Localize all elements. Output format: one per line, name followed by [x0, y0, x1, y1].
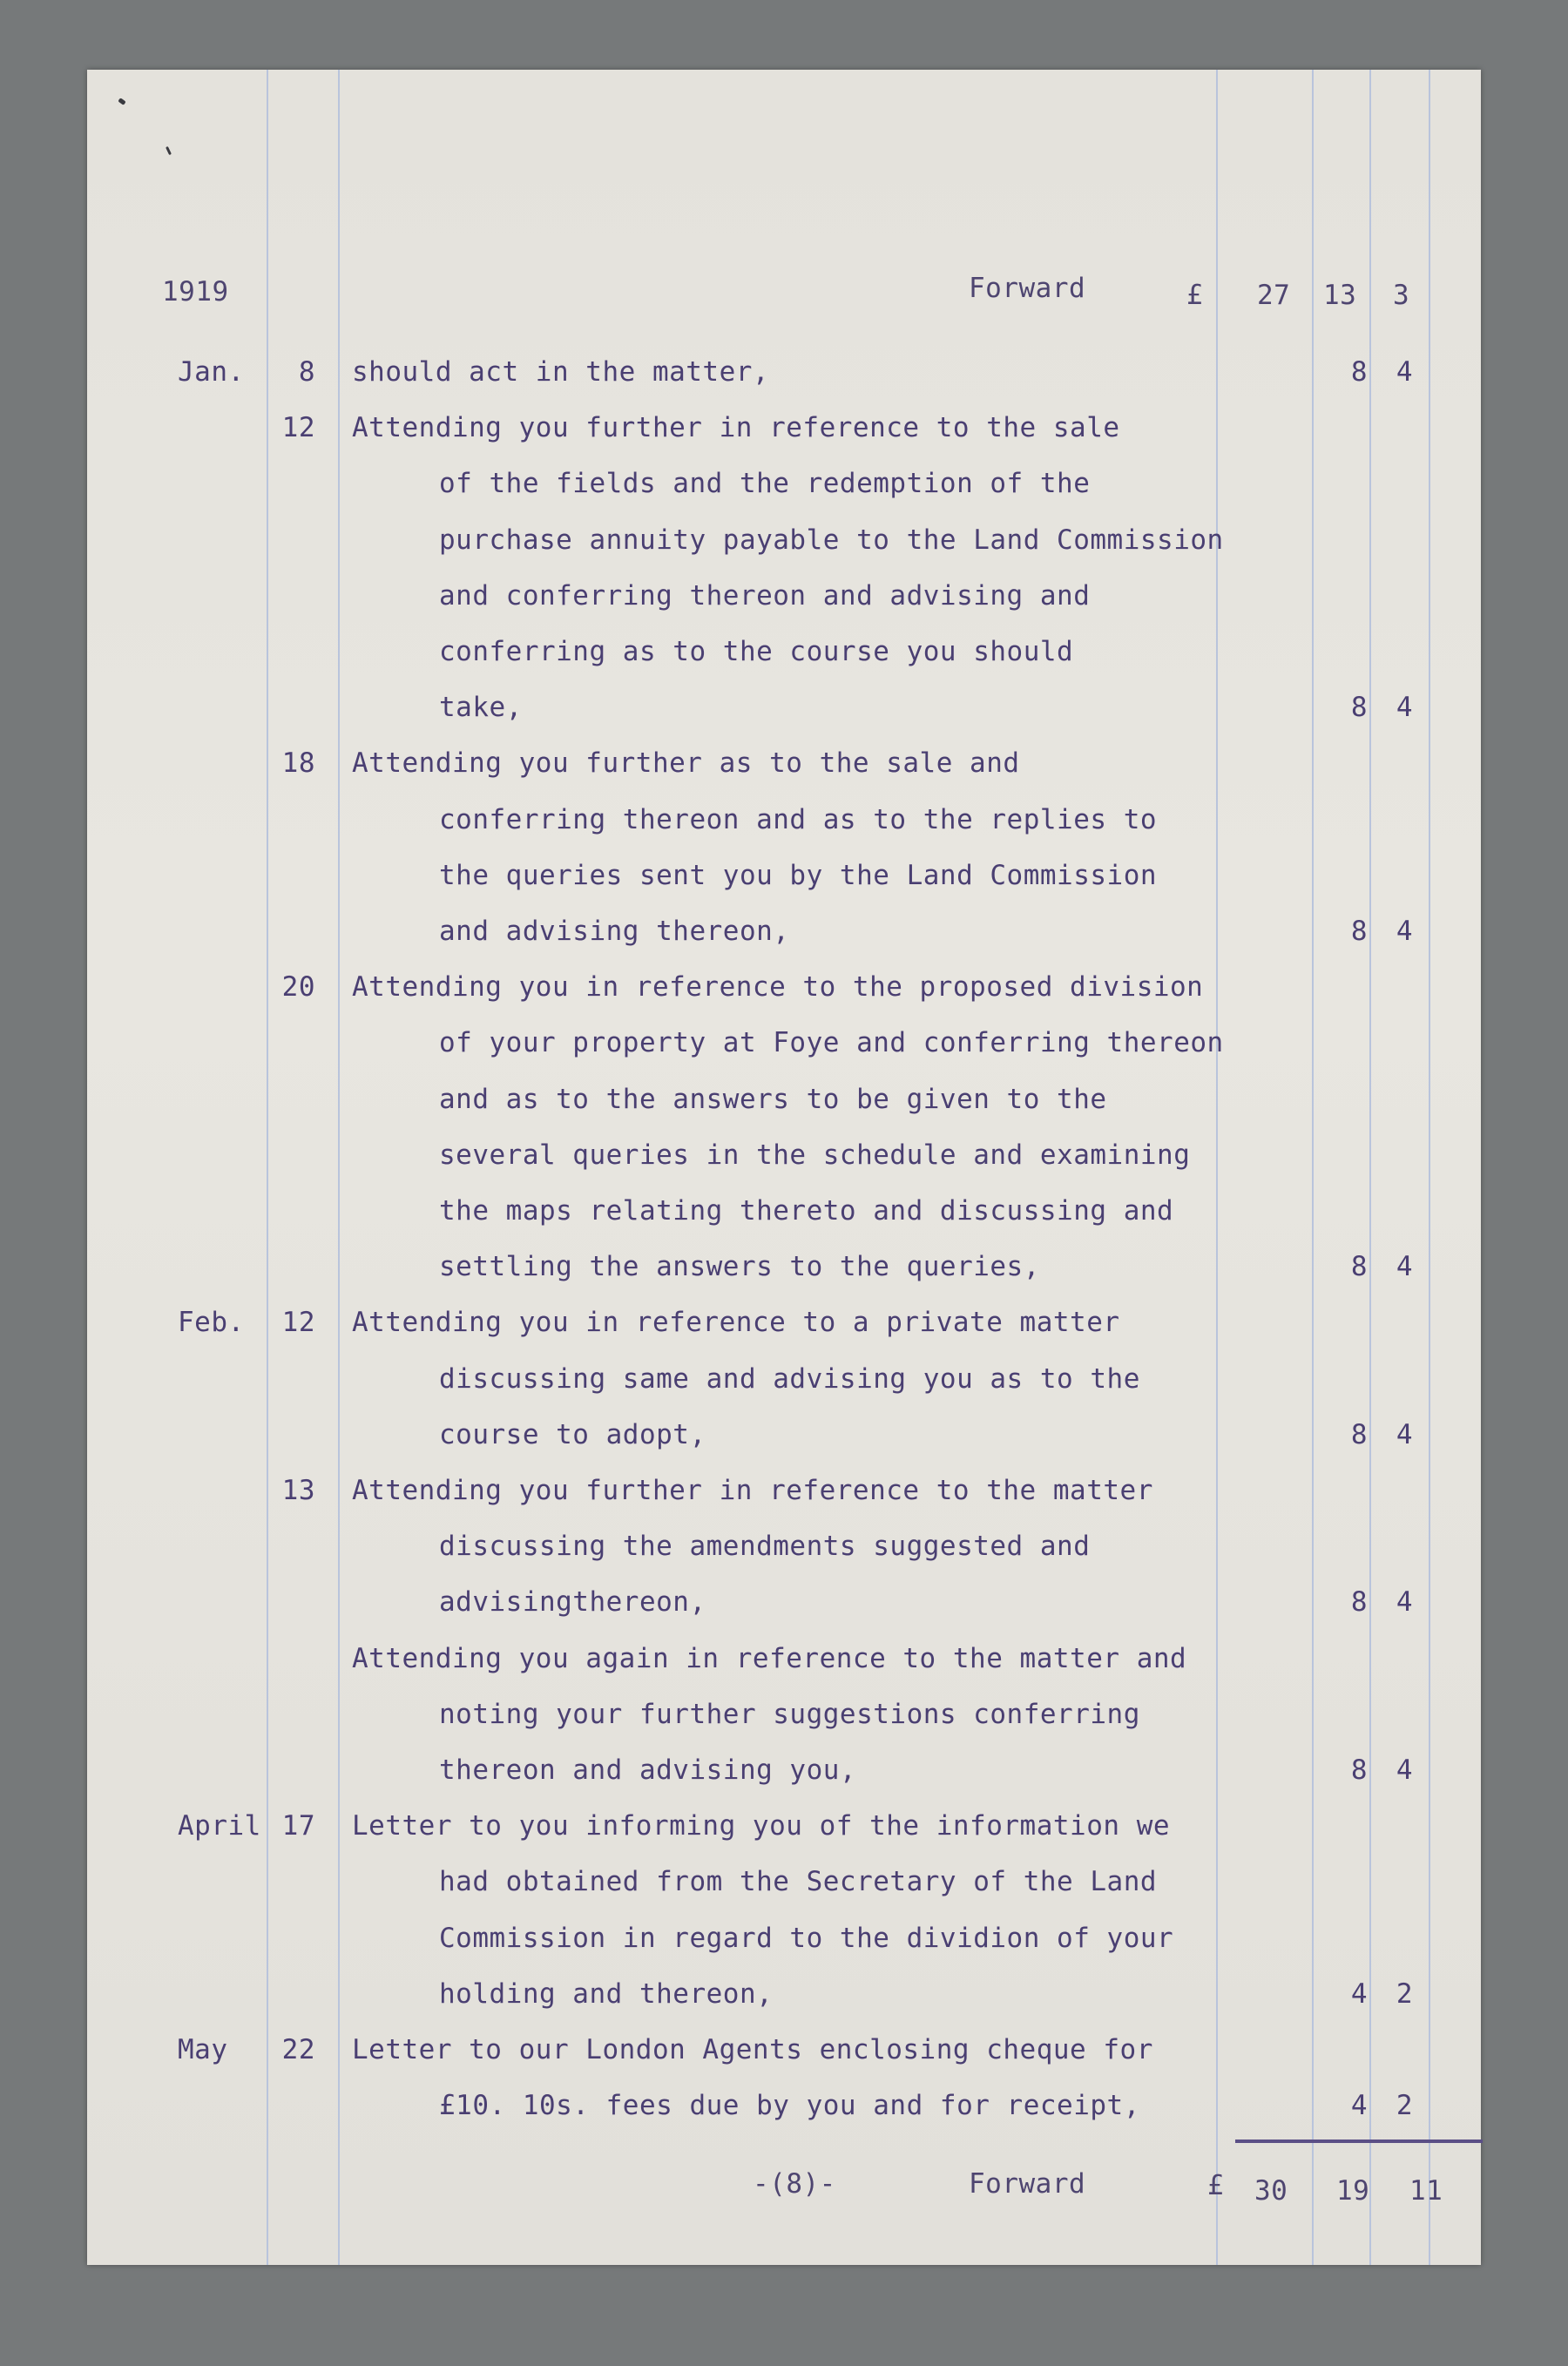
margin-rule-pence — [1429, 70, 1430, 2265]
entry-text-continued: several queries in the schedule and examining — [439, 1139, 1191, 1171]
entry-text-continued: the maps relating thereto and discussing and — [439, 1195, 1174, 1227]
entry-text-continued: conferring thereon and as to the replies to — [439, 804, 1158, 835]
entry-text-continued: thereon and advising you, — [439, 1754, 857, 1786]
entry-text-continued: and as to the answers to be given to the — [439, 1084, 1107, 1115]
entry-text-continued: and conferring thereon and advising and — [439, 580, 1091, 612]
entry-day: 8 — [298, 356, 315, 388]
entry-month: Feb. — [178, 1307, 245, 1338]
entry-shillings: 8 — [1350, 1251, 1368, 1282]
entry-day: 20 — [281, 971, 315, 1003]
entry-shillings: 8 — [1350, 916, 1368, 947]
entry-text: Attending you again in reference to the matter and — [352, 1643, 1187, 1674]
entry-text: Attending you further as to the sale and — [352, 747, 1020, 779]
entry-shillings: 8 — [1350, 1586, 1368, 1618]
page-number: -(8)- — [753, 2168, 836, 2200]
entry-month: April — [178, 1810, 261, 1842]
entry-shillings: 4 — [1350, 2090, 1368, 2121]
entry-pence: 4 — [1396, 356, 1413, 388]
forward-shillings-top: 13 — [1323, 280, 1357, 311]
entry-shillings: 8 — [1350, 692, 1368, 723]
entry-pence: 4 — [1396, 1754, 1413, 1786]
ledger-page — [87, 70, 1481, 2265]
entry-pence: 4 — [1396, 1251, 1413, 1282]
forward-shillings-bottom: 19 — [1336, 2175, 1370, 2207]
entry-text: Attending you in reference to a private matter — [352, 1307, 1120, 1338]
entry-text-continued: of your property at Foye and conferring thereon — [439, 1027, 1224, 1058]
entry-text: should act in the matter, — [352, 356, 770, 388]
entry-pence: 4 — [1396, 1586, 1413, 1618]
ink-mark — [166, 146, 172, 155]
entry-day: 13 — [281, 1475, 315, 1506]
entry-text-continued: take, — [439, 692, 523, 723]
entry-day: 17 — [281, 1810, 315, 1842]
entry-shillings: 8 — [1350, 1419, 1368, 1450]
currency-symbol-bottom: £ — [1207, 2170, 1225, 2201]
entry-text-continued: the queries sent you by the Land Commission — [439, 860, 1158, 891]
margin-rule-day — [338, 70, 340, 2265]
margin-rule-shillings — [1369, 70, 1371, 2265]
forward-pence-bottom: 11 — [1409, 2175, 1443, 2207]
entry-month: May — [178, 2034, 228, 2065]
entry-text-continued: settling the answers to the queries, — [439, 1251, 1040, 1282]
entry-pence: 4 — [1396, 916, 1413, 947]
margin-rule-date — [267, 70, 268, 2265]
entry-month: Jan. — [178, 356, 245, 388]
entry-text-continued: £10. 10s. fees due by you and for receipt, — [439, 2090, 1140, 2121]
forward-label-bottom: Forward — [969, 2168, 1086, 2200]
forward-pence-top: 3 — [1393, 280, 1410, 311]
entry-text: Letter to our London Agents enclosing cheque for — [352, 2034, 1153, 2065]
entry-day: 22 — [281, 2034, 315, 2065]
entry-text-continued: course to adopt, — [439, 1419, 706, 1450]
entry-text-continued: discussing the amendments suggested and — [439, 1531, 1091, 1562]
entry-text-continued: and advising thereon, — [439, 916, 790, 947]
forward-pounds-bottom: 30 — [1254, 2175, 1288, 2207]
entry-shillings: 4 — [1350, 1978, 1368, 2010]
ink-mark — [118, 98, 125, 105]
entry-text: Attending you further in reference to the matter — [352, 1475, 1153, 1506]
total-underline — [1235, 2140, 1483, 2143]
entry-text-continued: purchase annuity payable to the Land Commission — [439, 524, 1224, 556]
forward-pounds-top: 27 — [1257, 280, 1291, 311]
entry-shillings: 8 — [1350, 356, 1368, 388]
entry-text-continued: holding and thereon, — [439, 1978, 774, 2010]
entry-text-continued: Commission in regard to the dividion of your — [439, 1923, 1174, 1954]
entry-text: Attending you in reference to the proposed division — [352, 971, 1204, 1003]
entry-day: 12 — [281, 412, 315, 443]
entry-text-continued: conferring as to the course you should — [439, 636, 1074, 667]
entry-text: Attending you further in reference to the sale — [352, 412, 1120, 443]
entry-pence: 2 — [1396, 2090, 1413, 2121]
entry-day: 18 — [281, 747, 315, 779]
entry-text-continued: noting your further suggestions conferring — [439, 1699, 1140, 1730]
entry-text: Letter to you informing you of the information we — [352, 1810, 1171, 1842]
entry-pence: 4 — [1396, 692, 1413, 723]
entry-text-continued: advisingthereon, — [439, 1586, 706, 1618]
entry-pence: 2 — [1396, 1978, 1413, 2010]
entry-text-continued: had obtained from the Secretary of the Land — [439, 1866, 1158, 1897]
entry-text-continued: of the fields and the redemption of the — [439, 468, 1091, 499]
margin-rule-text — [1216, 70, 1218, 2265]
entry-day: 12 — [281, 1307, 315, 1338]
currency-symbol-top: £ — [1186, 280, 1204, 311]
entry-pence: 4 — [1396, 1419, 1413, 1450]
forward-label-top: Forward — [969, 273, 1086, 304]
margin-rule-pounds — [1312, 70, 1314, 2265]
year-label: 1919 — [162, 276, 229, 308]
entry-text-continued: discussing same and advising you as to the — [439, 1363, 1140, 1395]
entry-shillings: 8 — [1350, 1754, 1368, 1786]
